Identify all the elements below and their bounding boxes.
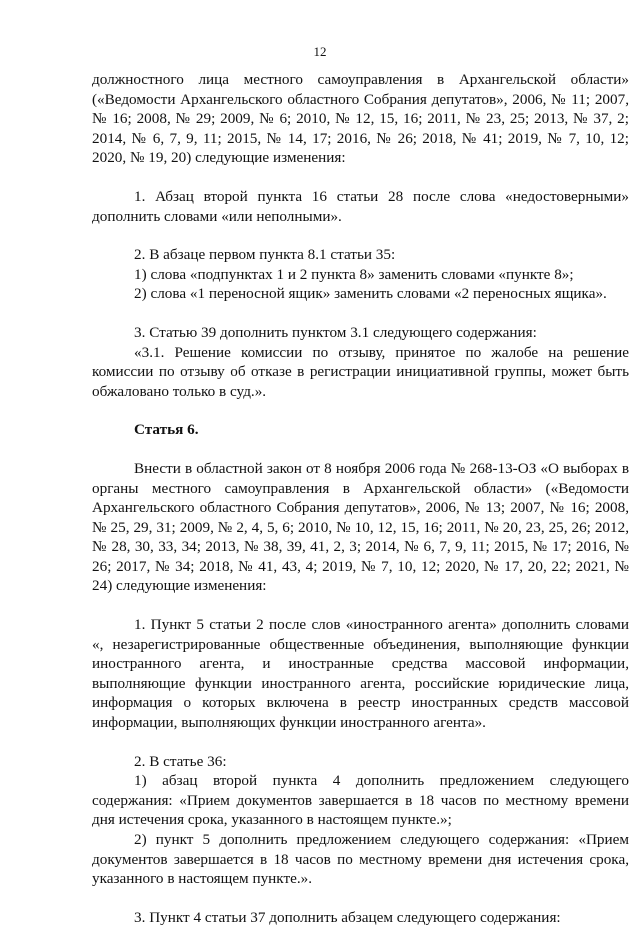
article-6-intro: Внести в областной закон от 8 ноября 2006 года № 268-13-ОЗ «О выборах в органы местного самоуправления в Архангельской области» («Ведомости Архангельского областного Собрания депутатов», 2006, № 13; 2007, № 16; 2008, № 25, 29, 31; 2009, № 2, 4, 5, 6; 2010, № 10, 12, 15, 16; 2011, № 20, 23, 25, 26; 2012, № 28, 30, 33, 34; 2013, № 38, 39, 41, 2, 3; 2014, № 6, 7, 9, 11; 2015, № 17; 2016, № 26; 2017, № 34; 2018, № 41, 43, 4; 2019, № 7, 10, 12; 2020, № 17, 20, 22; 2021, № 24) следующие изменения: [92, 459, 629, 595]
article-6-item-2: 2. В статье 36: [134, 752, 227, 770]
article-6-item-3: 3. Пункт 4 статьи 37 дополнить абзацем следующего содержания: [134, 908, 561, 926]
page-number: 12 [313, 44, 327, 59]
document-body [92, 70, 629, 927]
amendment-2-subitem-2: 2) слова «1 переносной ящик» заменить словами «2 переносных ящика». [134, 285, 607, 303]
intro-paragraph: должностного лица местного самоуправления в Архангельской области» («Ведомости Архангельского областного Собрания депутатов», 2006, № 11; 2007, № 16; 2008, № 29; 2009, № 6; 2010, № 12, 15, 16; 2011, № 23, 25; 2013, № 37, 2; 2014, № 6, 7, 9, 11; 2015, № 14, 17; 2016, № 26; 2018, № 41; 2019, № 7, 10, 12; 2020, № 19, 20) следующие изменения: [92, 71, 629, 167]
amendment-3-paragraph: 3. Статью 39 дополнить пунктом 3.1 следующего содержания: [134, 323, 537, 341]
article-6-item-1: 1. Пункт 5 статьи 2 после слов «иностранного агента» дополнить словами «, незарегистрированные общественные объединения, выполняющие функции иностранного агента, и иностранные средства массовой информации, выполняющие функции иностранного агента, российские юридические лица, информация о которых включена в реестр иностранных средств массовой информации, выполняющих функции иностранного агента». [92, 616, 629, 732]
article-6-item-2-subitem-1: 1) абзац второй пункта 4 дополнить предложением следующего содержания: «Прием документов завершается в 18 часов по местному времени дня истечения срока, указанного в настоящем пункте.»; [92, 772, 629, 829]
article-heading: Статья 6. [134, 421, 199, 439]
article-6-item-2-subitem-2: 2) пункт 5 дополнить предложением следующего содержания: «Прием документов завершается в 18 часов по местному времени дня истечения срока, указанного в настоящем пункте.». [92, 831, 629, 888]
amendment-3-quote: «3.1. Решение комиссии по отзыву, принятое по жалобе на решение комиссии по отзыву об отказе в регистрации инициативной группы, может быть обжаловано только в суд.». [92, 343, 629, 400]
amendment-2-subitem-1: 1) слова «подпунктах 1 и 2 пункта 8» заменить словами «пункте 8»; [134, 265, 574, 283]
amendment-2-paragraph: 2. В абзаце первом пункта 8.1 статьи 35: [134, 246, 396, 264]
amendment-1-paragraph: 1. Абзац второй пункта 16 статьи 28 после слова «недостоверными» дополнить словами «или неполными». [92, 187, 629, 225]
